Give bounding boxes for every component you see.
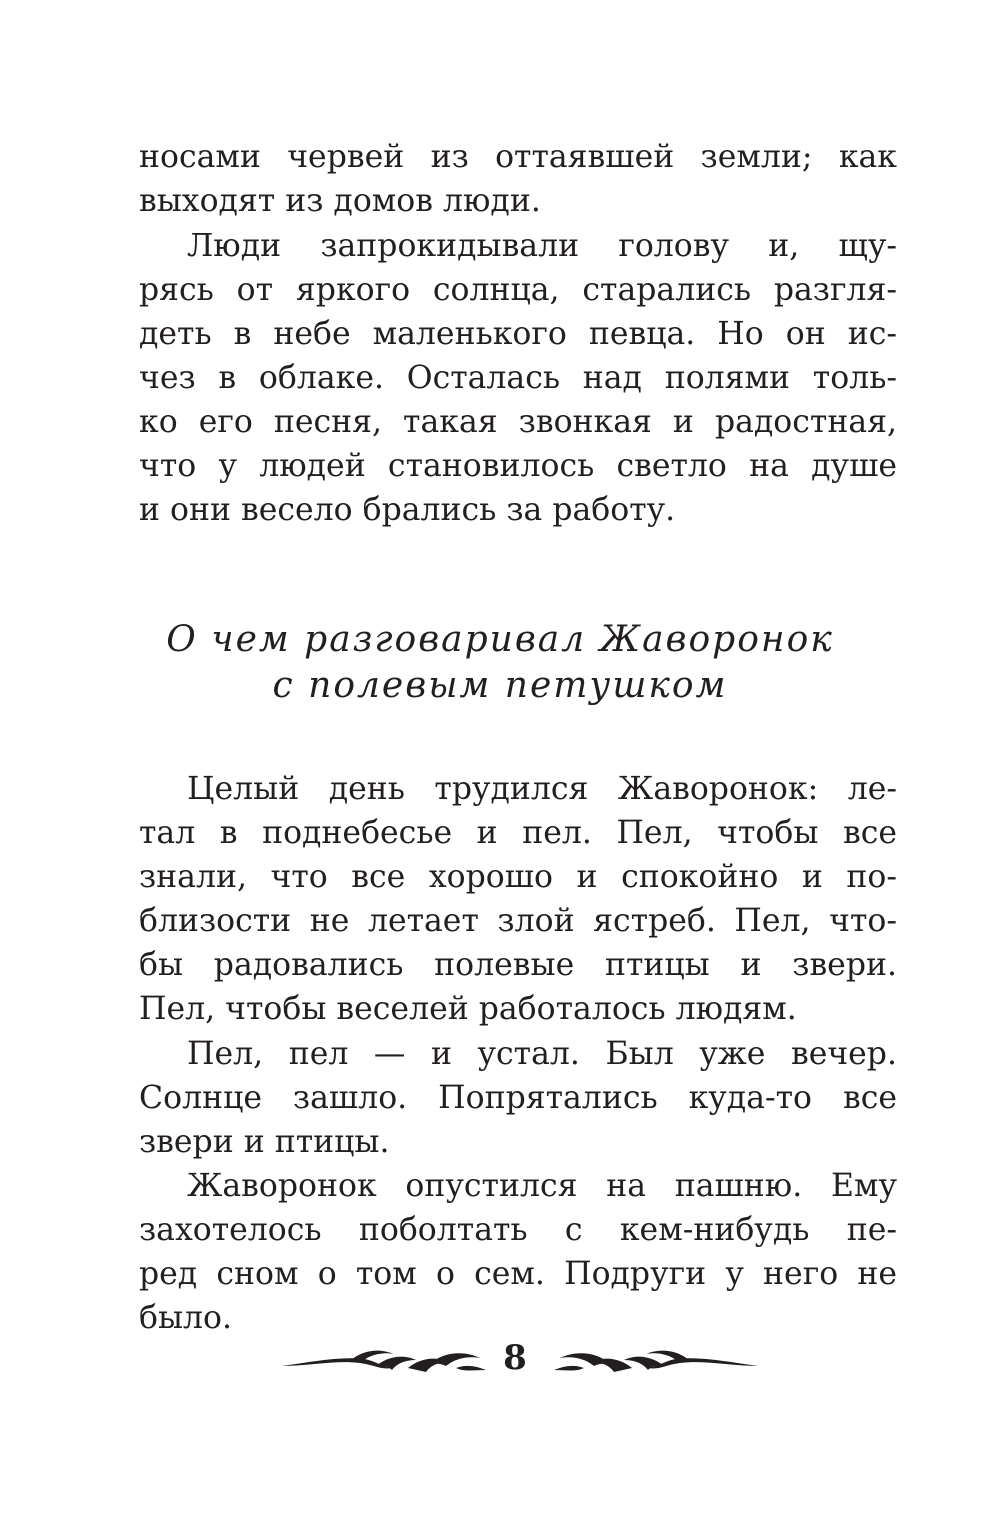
flourish-ornament-icon [550,1344,760,1378]
page-number: 8 [503,1338,527,1378]
chapter-heading-line-1: О чем разговаривал Жаворонок [166,619,834,660]
text-line: близости не летает злой ястреб. Пел, что- [139,903,897,939]
text-line: бы радовались полевые птицы и звери. [139,947,897,983]
text-line: и они весело брались за работу. [139,492,676,528]
text-line: ред сном о том о сем. Подруги у него не [139,1256,897,1292]
text-line: Целый день трудился Жаворонок: ле- [187,771,897,807]
text-line: звери и птицы. [139,1124,390,1160]
text-line: чез в облаке. Осталась над полями толь- [139,360,897,396]
text-line: деть в небе маленького певца. Но он ис- [139,316,897,352]
text-line: что у людей становилось светло на душе [139,448,897,484]
text-line: ко его песня, такая звонкая и радостная, [139,404,897,440]
text-line: Пел, чтобы веселей работалось людям. [139,991,797,1027]
text-line: рясь от яркого солнца, старались разгля- [139,272,897,308]
text-line: тал в поднебесье и пел. Пел, чтобы все [139,815,897,851]
flourish-ornament-icon [280,1344,490,1378]
text-line: Люди запрокидывали голову и, щу- [187,228,897,264]
text-line: Солнце зашло. Попрятались куда-то все [139,1080,897,1116]
text-line: знали, что все хорошо и спокойно и по- [139,859,897,895]
text-line: выходят из домов люди. [139,183,541,219]
text-line: захотелось поболтать с кем-нибудь пе- [139,1212,897,1248]
text-line: было. [139,1300,233,1336]
chapter-heading-line-2: с полевым петушком [272,665,728,706]
text-line: Жаворонок опустился на пашню. Ему [187,1168,897,1204]
text-line: носами червей из оттаявшей земли; как [139,139,897,175]
text-line: Пел, пел — и устал. Был уже вечер. [187,1036,897,1072]
page-footer [270,1330,760,1390]
